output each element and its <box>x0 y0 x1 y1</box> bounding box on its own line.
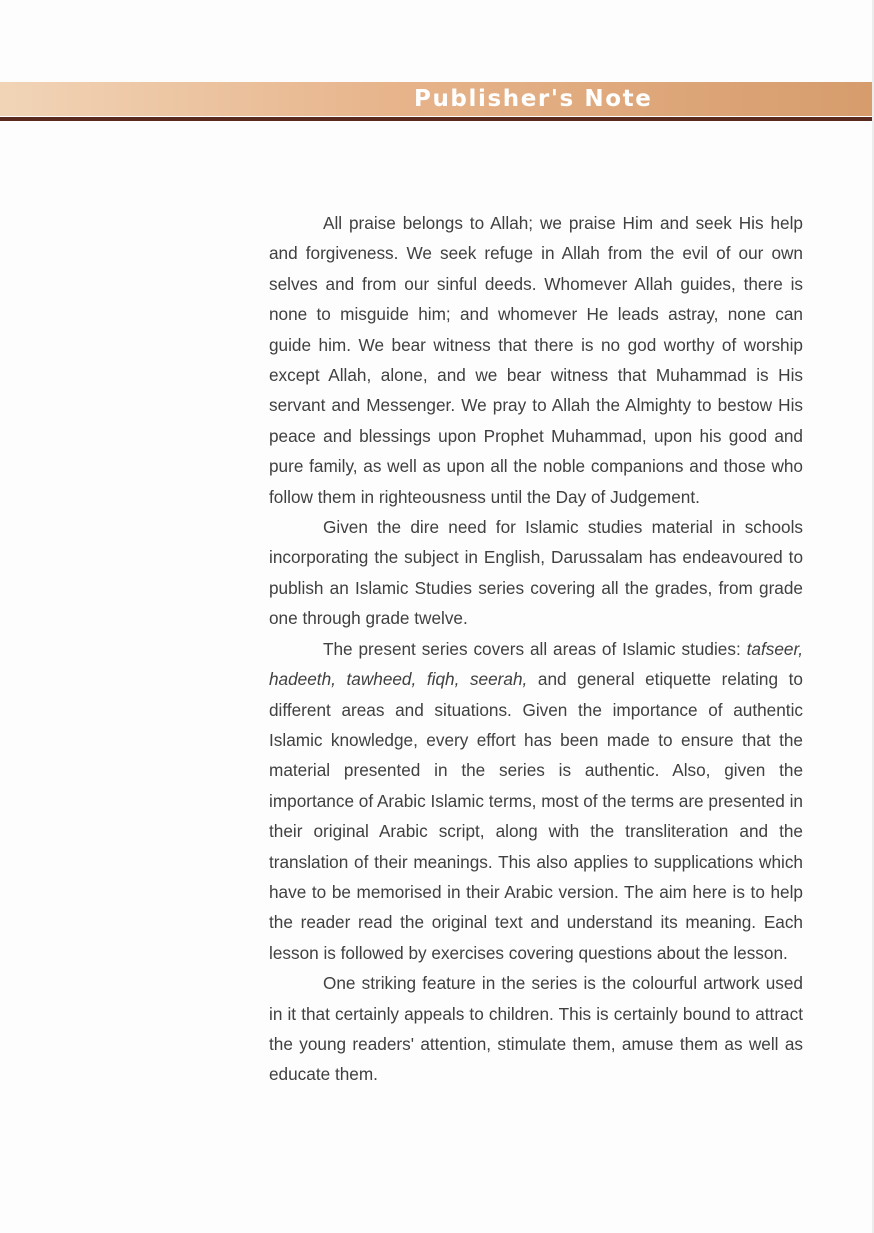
paragraph-lead: The present series covers all areas of Islamic studies: <box>323 638 747 659</box>
page-title: Publisher's Note <box>414 86 653 112</box>
islamic-terms-italic: tafseer, hadeeth, tawheed, fiqh, seerah, <box>269 638 803 690</box>
paragraph-praise: All praise belongs to Allah; we praise Him and seek His help and forgiveness. We seek refuge in Allah from the evil of our own selves and from our sinful deeds. Whomever Allah guides, there is none to misguide him; and whomever He leads astray, none can guide him. We bear witness that there is no god worthy of worship except Allah, alone, and we bear witness that Muhammad is His servant and Messenger. We pray to Allah the Almighty to bestow His peace and blessings upon Prophet Muhammad, upon his good and pure family, as well as upon all the noble companions and those who follow them in righteousness until the Day of Judgement. <box>269 213 803 507</box>
paragraph-artwork: One striking feature in the series is the colourful artwork used in it that certainly appeals to children. This is certainly bound to attract the young readers' attention, stimulate them, amuse them as well as educate them. <box>269 973 803 1085</box>
header-rule <box>0 117 874 121</box>
paragraph-rest: and general etiquette relating to different areas and situations. Given the importance of authentic Islamic knowledge, every effort has been made to ensure that the material presented in the series is authentic. Also, given the importance of Arabic Islamic terms, most of the terms are presented in their original Arabic script, along with the transliteration and the translation of their meanings. This also applies to supplications which have to be memorised in their Arabic version. The aim here is to help the reader read the original text and understand its meaning. Each lesson is followed by exercises covering questions about the lesson. <box>269 669 803 963</box>
paragraph-series-coverage <box>269 634 803 968</box>
paragraph-need: Given the dire need for Islamic studies material in schools incorporating the subject in English, Darussalam has endeavoured to publish an Islamic Studies series covering all the grades, from grade one through grade twelve. <box>269 517 803 629</box>
body-text <box>269 208 803 1090</box>
